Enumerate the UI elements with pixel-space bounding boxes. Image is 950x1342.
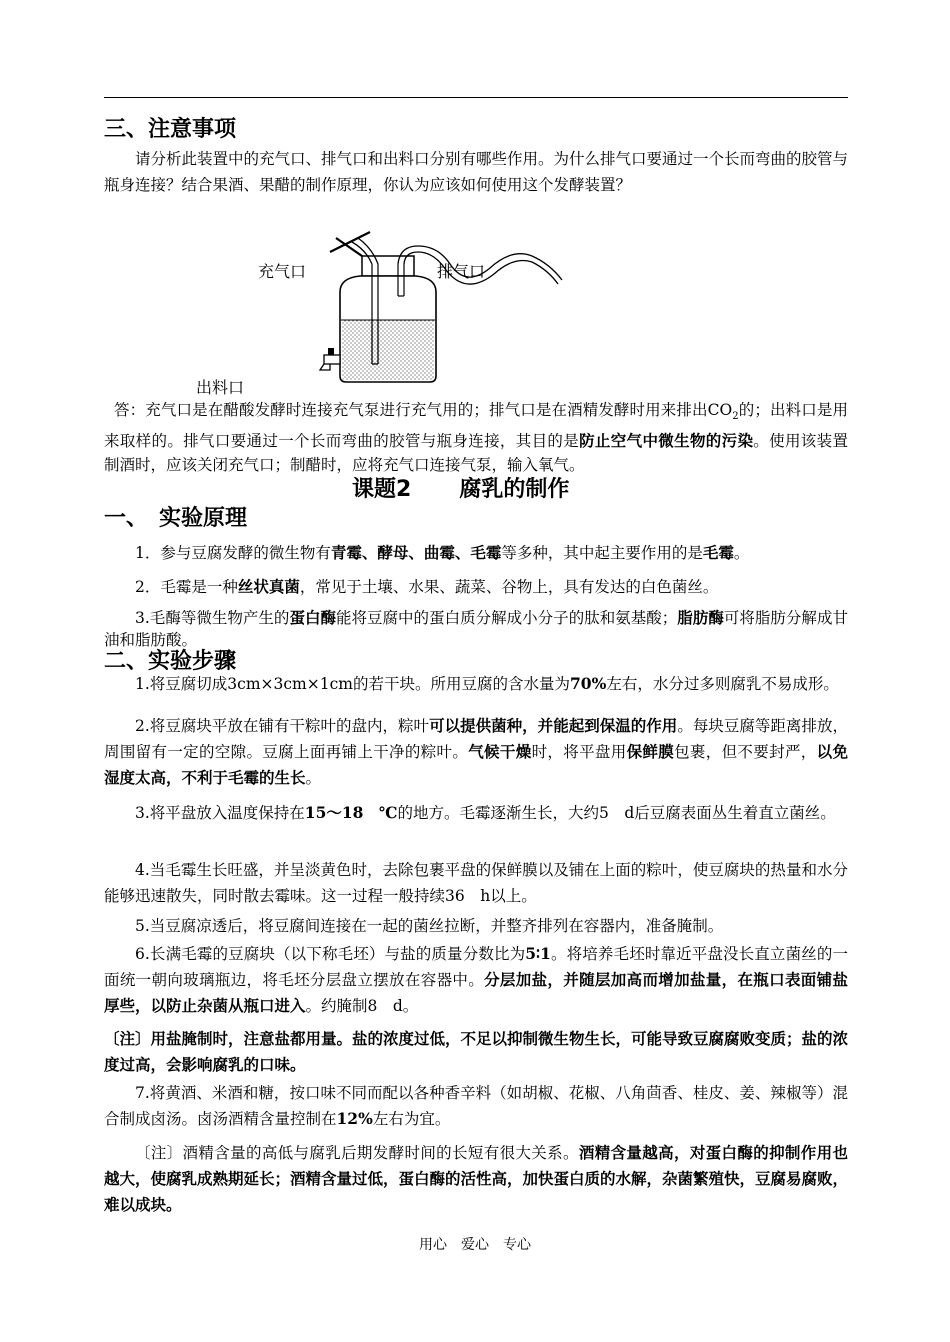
fermenter-diagram	[300, 228, 570, 388]
step-6: 6.长满毛霉的豆腐块（以下称毛坯）与盐的质量分数比为5∶1。将培养毛坯时靠近平盘没长直立菌丝的一面统一朝向玻璃瓶边，将毛坯分层盘立摆放在容器中。分层加盐，并随层加高而增加盐量，在瓶口表面铺盐厚些，以防止杂菌从瓶口进入。约腌制8 d。	[104, 944, 848, 1015]
principle-item-1: 1．参与豆腐发酵的微生物有青霉、酵母、曲霉、毛霉等多种，其中起主要作用的是毛霉。	[135, 543, 750, 562]
step-7: 7.将黄酒、米酒和糖，按口味不同而配以各种香辛料（如胡椒、花椒、八角茴香、桂皮、姜、辣椒等）混合制成卤汤。卤汤酒精含量控制在12%左右为宜。	[104, 1084, 848, 1128]
answer-text-1: 答：充气口是在醋酸发酵时连接充气泵进行充气用的；排气口是在酒精发酵时用来排出CO	[114, 401, 733, 419]
step-3: 3.将平盘放入温度保持在15～18 ℃的地方。毛霉逐渐生长，大约5 d后豆腐表面丛生着直立菌丝。	[135, 803, 836, 822]
topic-title	[352, 476, 569, 504]
principle-item-3: 3.毛酶等微生物产生的蛋白酶能将豆腐中的蛋白质分解成小分子的肽和氨基酸；脂肪酶可将脂肪分解成甘油和脂肪酸。	[104, 608, 848, 649]
label-inlet: 充气口	[258, 262, 307, 281]
step-5: 5.当豆腐凉透后，将豆腐间连接在一起的菌丝拉断，并整齐排列在容器内，准备腌制。	[135, 917, 724, 935]
principle-item-2: 2．毛霉是一种丝状真菌，常见于土壤、水果、蔬菜、谷物上，具有发达的白色菌丝。	[135, 577, 719, 596]
topic-name: 腐乳的制作	[459, 477, 570, 502]
answer-emphasis: 防止空气中微生物的污染	[579, 431, 754, 451]
topic-number: 课题2	[352, 477, 412, 502]
answer-text-2: 的；出料口是用来取样的。排气口要通过一个长而弯曲的胶管与瓶身连接，其目的是	[104, 401, 848, 451]
section-heading-notes: 三、注意事项	[104, 117, 237, 142]
label-discharge: 出料口	[196, 378, 245, 397]
step-4: 4.当毛霉生长旺盛，并呈淡黄色时，去除包裹平盘的保鲜膜以及铺在上面的粽叶，使豆腐块的热量和水分能够迅速散失，同时散去霉味。这一过程一般持续36 h以上。	[104, 861, 848, 905]
section-heading-steps: 二、实验步骤	[104, 649, 237, 674]
step-2: 2.将豆腐块平放在铺有干粽叶的盘内，粽叶可以提供菌种，并能起到保温的作用。每块豆腐等距离排放，周围留有一定的空隙。豆腐上面再铺上干净的粽叶。气候干燥时，将平盘用保鲜膜包裹，但不要封严，以免湿度太高，不利于毛霉的生长。	[104, 716, 848, 787]
question-paragraph: 请分析此装置中的充气口、排气口和出料口分别有哪些作用。为什么排气口要通过一个长而弯曲的胶管与瓶身连接？结合果酒、果醋的制作原理，你认为应该如何使用这个发酵装置？	[104, 150, 849, 194]
answer-text-3: 。使用该装置制酒时，应该关闭充气口；制醋时，应将充气口连接气泵，输入氧气。	[104, 432, 848, 475]
page-footer: 用心 爱心 专心	[419, 1237, 531, 1253]
section-heading-principle: 一、 实验原理	[104, 506, 248, 531]
step-1: 1.将豆腐切成3cm×3cm×1cm的若干块。所用豆腐的含水量为70%左右，水分过多则腐乳不易成形。	[135, 674, 839, 693]
answer-subscript: 2	[732, 411, 739, 423]
label-outlet: 排气口	[437, 262, 486, 281]
note-salt: 〔注〕用盐腌制时，注意盐都用量。盐的浓度过低，不足以抑制微生物生长，可能导致豆腐腐败变质；盐的浓度过高，会影响腐乳的口味。	[104, 1029, 849, 1074]
note-alcohol: 〔注〕酒精含量的高低与腐乳后期发酵时间的长短有很大关系。酒精含量越高，对蛋白酶的抑制作用也越大，使腐乳成熟期延长；酒精含量过低，蛋白酶的活性高，加快蛋白质的水解，杂菌繁殖快，豆腐易腐败，难以成块。	[104, 1143, 849, 1214]
answer-paragraph	[104, 398, 848, 477]
header-rule	[104, 97, 848, 98]
